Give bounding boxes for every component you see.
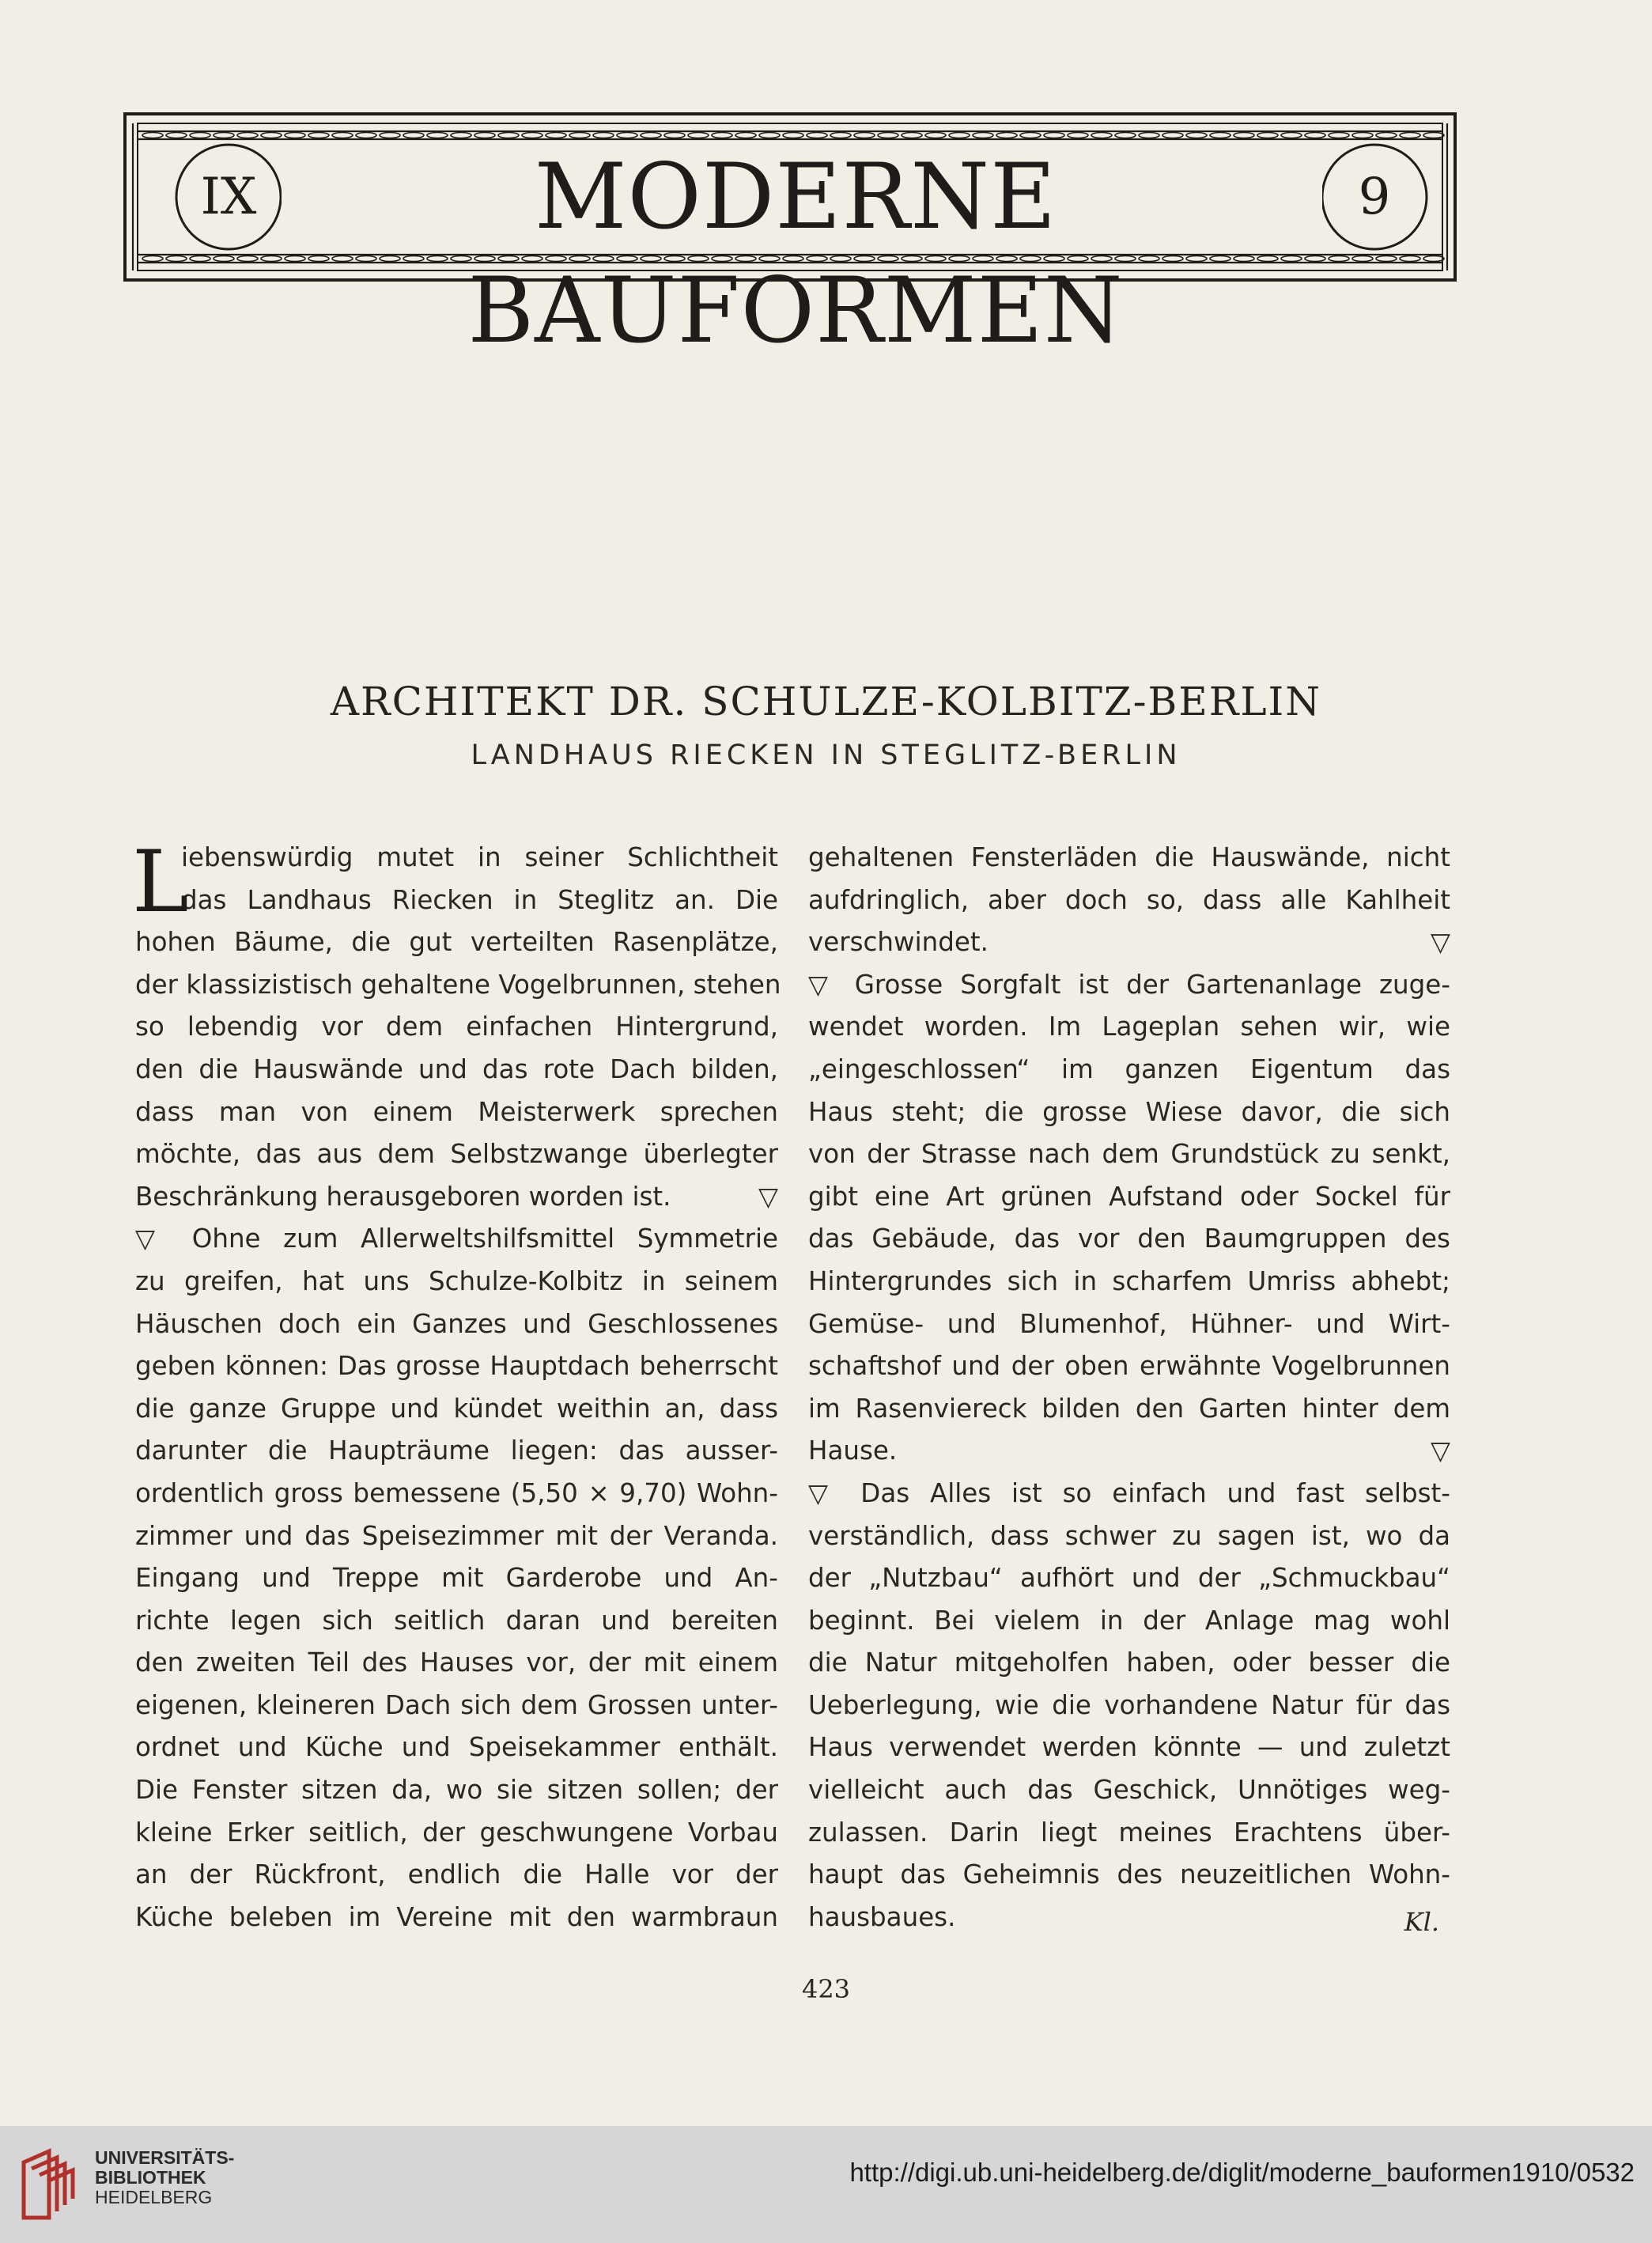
text-line: ordentlich gross bemessene (5,50 × 9,70) Wohn- xyxy=(135,1477,778,1508)
text-line: die ganze Gruppe und kündet weithin an, dass xyxy=(135,1393,778,1424)
chain-link-ornament xyxy=(261,256,282,262)
chain-link-ornament xyxy=(925,133,946,138)
author-signature: Kl. xyxy=(1404,1906,1439,1937)
chain-link-ornament xyxy=(1352,256,1373,262)
text-line: ▽ Grosse Sorgfalt ist der Gartenanlage zuge- xyxy=(808,969,1450,1000)
chain-link-ornament xyxy=(356,133,376,138)
text-line: Eingang und Treppe mit Garderobe und An- xyxy=(135,1563,778,1594)
chain-link-ornament xyxy=(1186,133,1207,138)
chain-link-ornament xyxy=(427,133,448,138)
text-line: Hause. xyxy=(808,1435,898,1466)
paragraph-separator: ▽ xyxy=(758,1181,778,1212)
text-line: dass man von einem Meisterwerk sprechen xyxy=(135,1096,778,1127)
paragraph-end-line xyxy=(808,1430,1450,1473)
chain-link-ornament xyxy=(166,133,187,138)
text-line: wendet worden. Im Lageplan sehen wir, wie xyxy=(808,1012,1450,1042)
paragraph-separator: ▽ xyxy=(1431,927,1450,958)
chain-link-ornament xyxy=(142,256,163,262)
text-line: so lebendig vor dem einfachen Hintergrund, xyxy=(135,1012,778,1042)
text-line: Haus verwendet werden könnte — und zuletzt xyxy=(808,1732,1450,1763)
text-column-right xyxy=(808,837,1450,1939)
chain-link-ornament xyxy=(1329,256,1349,262)
chain-link-ornament xyxy=(1210,133,1230,138)
chain-link-ornament xyxy=(712,133,732,138)
page-number: 423 xyxy=(801,1974,851,2004)
chain-link-ornament xyxy=(451,133,471,138)
chain-link-ornament xyxy=(237,133,258,138)
text-line: Die Fenster sitzen da, wo sie sitzen sollen; der xyxy=(135,1775,778,1806)
text-line: Haus steht; die grosse Wiese davor, die sich xyxy=(808,1096,1450,1127)
chain-link-ornament xyxy=(1020,133,1041,138)
chain-link-ornament xyxy=(190,256,210,262)
library-name xyxy=(95,2148,234,2207)
library-footer-bar xyxy=(0,2126,1652,2243)
chain-link-ornament xyxy=(1423,133,1444,138)
text-line: richte legen sich seitlich daran und bereiten xyxy=(135,1605,778,1636)
text-line: die Natur mitgeholfen haben, oder besser die xyxy=(808,1647,1450,1678)
text-line: zimmer und das Speisezimmer mit der Veranda. xyxy=(135,1520,778,1551)
chain-link-ornament xyxy=(285,133,305,138)
chain-link-ornament xyxy=(878,133,898,138)
chain-link-ornament xyxy=(498,133,519,138)
text-line: aufdringlich, aber doch so, dass alle Kahlheit xyxy=(808,884,1450,915)
chain-link-ornament xyxy=(332,133,353,138)
text-line: Häuschen doch ein Ganzes und Geschlossenes xyxy=(135,1308,778,1339)
text-line: „eingeschlossen“ im ganzen Eigentum das xyxy=(808,1053,1450,1084)
chain-link-ornament xyxy=(807,133,827,138)
chain-link-ornament xyxy=(1162,133,1183,138)
text-line: Beschränkung herausgeboren worden ist. xyxy=(135,1181,671,1212)
chain-link-ornament xyxy=(1376,133,1397,138)
paragraph-end-line xyxy=(135,1176,778,1219)
chain-link-ornament xyxy=(142,133,163,138)
text-line: eigenen, kleineren Dach sich dem Grossen unter- xyxy=(135,1689,778,1720)
text-line: beginnt. Bei vielem in der Anlage mag wohl xyxy=(808,1605,1450,1636)
text-line: möchte, das aus dem Selbstzwange überlegter xyxy=(135,1139,778,1170)
chain-link-ornament xyxy=(1044,133,1064,138)
text-line: Küche beleben im Vereine mit den warmbraun xyxy=(135,1901,778,1932)
chain-link-ornament xyxy=(403,133,424,138)
chain-link-ornament xyxy=(996,133,1017,138)
chain-link-ornament xyxy=(214,133,234,138)
chain-link-ornament xyxy=(759,133,780,138)
chain-link-ornament xyxy=(688,133,709,138)
chain-link-ornament xyxy=(783,133,803,138)
text-line: verschwindet. xyxy=(808,927,989,958)
chain-link-ornament xyxy=(1091,133,1112,138)
library-name-line: UNIVERSITÄTS- xyxy=(95,2147,235,2168)
text-line: das Landhaus Riecken in Steglitz an. Die xyxy=(181,884,778,915)
magazine-header-banner xyxy=(123,112,1457,363)
chain-link-ornament xyxy=(190,133,210,138)
text-line: hausbaues. xyxy=(808,1901,956,1932)
text-column-left xyxy=(132,833,781,1939)
library-name-line: BIBLIOTHEK xyxy=(95,2167,206,2188)
chain-link-ornament xyxy=(949,133,970,138)
text-line: Gemüse- und Blumenhof, Hühner- und Wirt- xyxy=(808,1308,1450,1339)
chain-link-ornament xyxy=(830,133,851,138)
chain-link-ornament xyxy=(1115,133,1136,138)
chain-link-ornament xyxy=(166,256,187,262)
source-url-link[interactable]: http://digi.ub.uni-heidelberg.de/diglit/moderne_bauformen1910/0532 xyxy=(849,2158,1635,2187)
library-name-line: HEIDELBERG xyxy=(95,2187,213,2207)
text-line: den zweiten Teil des Hauses vor, der mit einem xyxy=(135,1647,778,1678)
article-subtitle: LANDHAUS RIECKEN IN STEGLITZ-BERLIN xyxy=(471,739,1181,771)
paragraph-end-line xyxy=(808,921,1450,964)
chain-link-ornament xyxy=(664,133,685,138)
text-line: an der Rückfront, endlich die Halle vor der xyxy=(135,1859,778,1890)
chain-link-ornament xyxy=(902,133,922,138)
text-line: ▽ Ohne zum Allerweltshilfsmittel Symmetrie xyxy=(135,1224,778,1254)
text-line: darunter die Haupträume liegen: das ausser- xyxy=(135,1435,778,1466)
chain-link-ornament xyxy=(1423,256,1444,262)
magazine-title: MODERNE BAUFORMEN xyxy=(467,144,1124,363)
chain-link-ornament xyxy=(237,256,258,262)
text-line: haupt das Geheimnis des neuzeitlichen Wohn- xyxy=(808,1859,1450,1890)
text-line: Ueberlegung, wie die vorhandene Natur für das xyxy=(808,1689,1450,1720)
text-line: der klassizistisch gehaltene Vogelbrunnen, stehen xyxy=(135,969,781,1000)
chain-link-ornament xyxy=(380,133,400,138)
chain-link-ornament xyxy=(1068,133,1088,138)
text-line: ordnet und Küche und Speisekammer enthält. xyxy=(135,1732,778,1763)
text-line: verständlich, dass schwer zu sagen ist, wo da xyxy=(808,1520,1450,1551)
text-line: vielleicht auch das Geschick, Unnötiges weg- xyxy=(808,1775,1450,1806)
chain-link-ornament xyxy=(569,133,590,138)
chain-link-ornament xyxy=(546,133,566,138)
text-line: im Rasenviereck bilden den Garten hinter dem xyxy=(808,1393,1450,1424)
text-line: gehaltenen Fensterläden die Hauswände, nicht xyxy=(808,842,1450,872)
chain-link-ornament xyxy=(1281,133,1302,138)
text-line: kleine Erker seitlich, der geschwungene Vorbau xyxy=(135,1817,778,1848)
text-line: zu greifen, hat uns Schulze-Kolbitz in seinem xyxy=(135,1265,778,1296)
chain-link-ornament xyxy=(308,133,329,138)
chain-link-ornament xyxy=(617,133,637,138)
chain-link-ornament xyxy=(1400,256,1420,262)
chain-link-ornament xyxy=(1305,256,1325,262)
chain-link-ornament xyxy=(641,133,661,138)
paragraph-separator: ▽ xyxy=(1431,1435,1450,1466)
volume-number: IX xyxy=(200,168,257,226)
text-line: geben können: Das grosse Hauptdach beherrscht xyxy=(135,1351,778,1382)
drop-cap: L xyxy=(132,833,189,932)
chain-link-ornament xyxy=(1329,133,1349,138)
paragraph-end-line xyxy=(808,1897,1450,1939)
text-line: das Gebäude, das vor den Baumgruppen des xyxy=(808,1224,1450,1254)
issue-number: 9 xyxy=(1358,168,1391,226)
chain-link-ornament xyxy=(1257,133,1278,138)
text-line: gibt eine Art grünen Aufstand oder Sockel für xyxy=(808,1181,1450,1212)
text-line: schaftshof und der oben erwähnte Vogelbrunnen xyxy=(808,1351,1450,1382)
chain-link-ornament xyxy=(522,133,542,138)
text-line: Hintergrundes sich in scharfem Umriss abhebt; xyxy=(808,1265,1450,1296)
chain-link-ornament xyxy=(1234,133,1254,138)
chain-link-ornament xyxy=(1305,133,1325,138)
chain-link-ornament xyxy=(973,133,993,138)
chain-link-ornament xyxy=(735,133,756,138)
chain-link-ornament xyxy=(1400,133,1420,138)
chain-link-ornament xyxy=(214,256,234,262)
article-architect: ARCHITEKT DR. SCHULZE-KOLBITZ-BERLIN xyxy=(330,679,1322,724)
text-line: den die Hauswände und das rote Dach bilden, xyxy=(135,1053,778,1084)
chain-link-ornament xyxy=(261,133,282,138)
chain-link-ornament xyxy=(593,133,614,138)
chain-link-ornament xyxy=(854,133,875,138)
text-line: der „Nutzbau“ aufhört und der „Schmuckbau“ xyxy=(808,1563,1450,1594)
text-line: iebenswürdig mutet in seiner Schlichtheit xyxy=(181,842,778,872)
chain-link-ornament xyxy=(474,133,495,138)
chain-link-ornament xyxy=(1352,133,1373,138)
text-line: ▽ Das Alles ist so einfach und fast selbst- xyxy=(808,1477,1450,1508)
text-line: hohen Bäume, die gut verteilten Rasenplätze, xyxy=(135,927,778,958)
chain-link-ornament xyxy=(1139,133,1159,138)
text-line: zulassen. Darin liegt meines Erachtens über- xyxy=(808,1817,1450,1848)
text-line: von der Strasse nach dem Grundstück zu senkt, xyxy=(808,1139,1450,1170)
library-logo-icon xyxy=(17,2145,84,2224)
chain-link-ornament xyxy=(1376,256,1397,262)
